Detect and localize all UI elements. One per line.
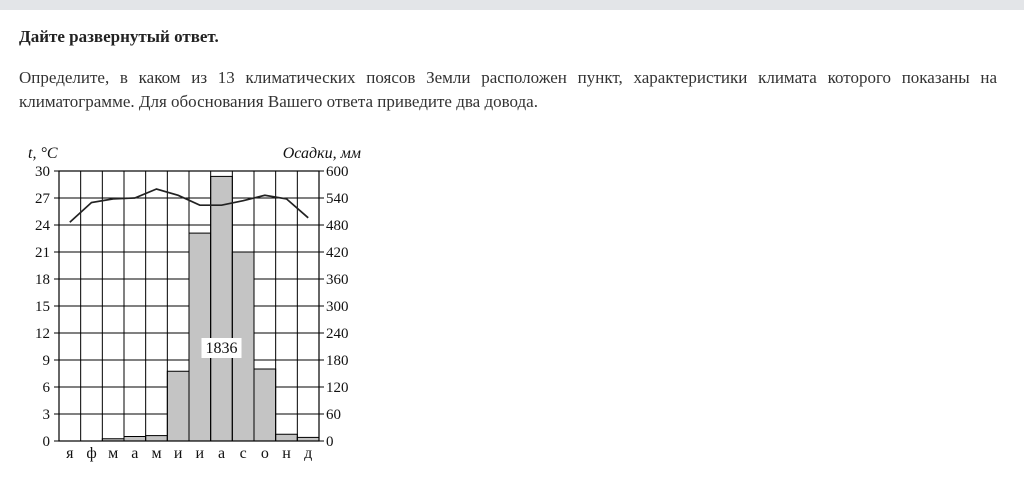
precipitation-bar bbox=[146, 436, 168, 441]
month-label: ф bbox=[86, 445, 97, 462]
month-label: и bbox=[195, 445, 205, 462]
temperature-tick-label: 24 bbox=[35, 218, 50, 234]
precipitation-tick-label: 480 bbox=[326, 218, 349, 234]
month-label: а bbox=[131, 445, 139, 462]
month-label: с bbox=[239, 445, 247, 462]
temperature-tick-label: 9 bbox=[42, 353, 50, 369]
temperature-tick-label: 18 bbox=[35, 272, 50, 288]
temperature-tick-label: 3 bbox=[42, 407, 50, 423]
task-text: Определите, в каком из 13 климатических поясов Земли расположен пункт, характеристики климата которого показаны на климатограмме. Для обоснования Вашего ответа приведите два довода. bbox=[19, 68, 997, 111]
temperature-tick-label: 30 bbox=[35, 164, 50, 180]
precipitation-tick-label: 0 bbox=[326, 434, 334, 450]
month-label: н bbox=[282, 445, 291, 462]
temperature-axis-title: t, °C bbox=[28, 145, 58, 162]
precipitation-bar bbox=[254, 369, 276, 441]
precipitation-bar bbox=[189, 233, 211, 441]
month-label: о bbox=[260, 445, 269, 462]
annotation-total-precipitation: 1836 bbox=[205, 340, 238, 357]
precipitation-tick-label: 180 bbox=[326, 353, 349, 369]
month-label: и bbox=[173, 445, 183, 462]
temperature-tick-label: 0 bbox=[42, 434, 50, 450]
temperature-tick-label: 27 bbox=[35, 191, 50, 207]
month-label: д bbox=[304, 445, 313, 462]
month-label: а bbox=[217, 445, 226, 462]
month-label: я bbox=[66, 445, 74, 462]
month-label: м bbox=[151, 445, 162, 462]
precipitation-tick-label: 300 bbox=[326, 299, 349, 315]
task-heading: Дайте развернутый ответ. bbox=[19, 27, 219, 46]
precipitation-bar bbox=[211, 176, 233, 441]
precipitation-tick-label: 60 bbox=[326, 407, 341, 423]
temperature-tick-label: 15 bbox=[35, 299, 50, 315]
temperature-tick-label: 21 bbox=[35, 245, 50, 261]
month-label: м bbox=[108, 445, 119, 462]
precipitation-tick-label: 420 bbox=[326, 245, 349, 261]
temperature-tick-label: 12 bbox=[35, 326, 50, 342]
precipitation-tick-label: 360 bbox=[326, 272, 349, 288]
precipitation-tick-label: 240 bbox=[326, 326, 349, 342]
precipitation-axis-title: Осадки, мм bbox=[282, 145, 361, 162]
precipitation-tick-label: 600 bbox=[326, 164, 349, 180]
precipitation-bar bbox=[167, 371, 189, 441]
precipitation-tick-label: 540 bbox=[326, 191, 349, 207]
precipitation-bar bbox=[276, 434, 298, 441]
precipitation-tick-label: 120 bbox=[326, 380, 349, 396]
precipitation-bar bbox=[124, 437, 146, 442]
temperature-tick-label: 6 bbox=[42, 380, 50, 396]
